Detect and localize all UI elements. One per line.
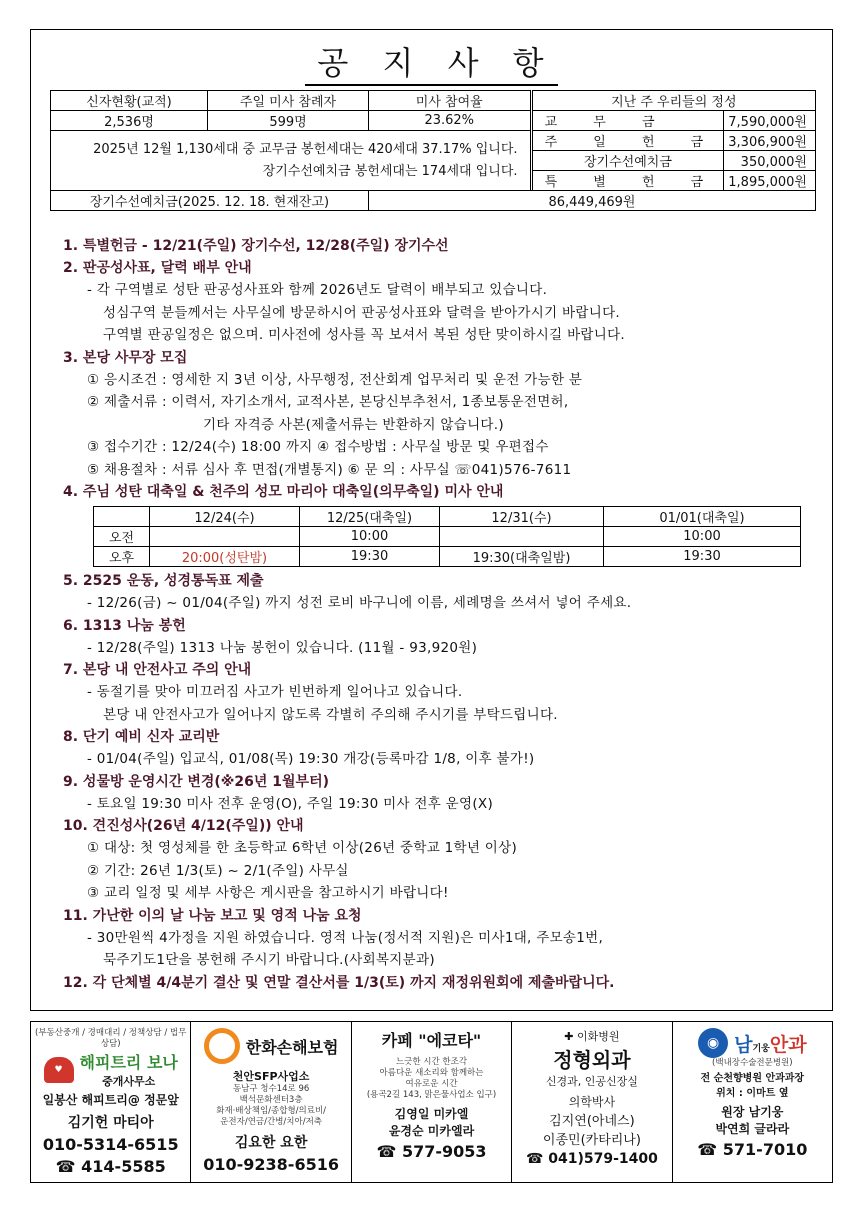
- notice-line: - 각 구역별로 성탄 판공성사표와 함께 2026년도 달력이 배부되고 있습니다.: [87, 282, 548, 298]
- notice-line: - 30만원씩 4가정을 지원 하였습니다. 영적 나눔(정서적 지원)은 미사1대, 주모송1번,: [87, 929, 604, 946]
- mass-col: 01/01(대축일): [604, 507, 801, 527]
- mass-col: 12/25(대축일): [300, 507, 440, 527]
- ad-hospital: ✚ 이화병원 정형외과 신경과, 인공신장실 의학박사 김지연(아네스) 이종민(카타리나) ☎ 041)579-1400: [512, 1022, 672, 1182]
- offer-amount: 350,000원: [724, 151, 816, 171]
- offer-label: 장기수선예치금: [532, 151, 724, 171]
- notice-line: ② 제출서류 : 이력서, 자기소개서, 교적사본, 본당신부추천서, 1종보통운전면허,: [87, 394, 569, 410]
- mass-cell: [440, 527, 604, 547]
- ad-realestate: (부동산중개 / 경매대리 / 정책상담 / 법무상담) ♥ 해피트리 보나 중개사무소 일봉산 해피트리@ 정문앞 김기헌 마티아 010-5314-6515 ☎ 414-5585: [31, 1022, 191, 1182]
- notice-line: ② 기간: 26년 1/3(토) ~ 2/1(주일) 사무실: [87, 862, 349, 879]
- stats-header-rate: 미사 참여율: [368, 91, 530, 111]
- notice-line: 묵주기도1단을 봉헌해 주시기 바랍니다.(사회복지분과): [103, 952, 435, 968]
- notice-line: ⑤ 채용절차 : 서류 심사 후 면접(개별통지) ⑥ 문 의 : 사무실 ☏041)576-7611: [87, 461, 572, 478]
- notice-line: 구역별 판공일정은 없으며. 미사전에 성사를 꼭 보셔서 복된 성탄 맞이하시길 바랍니다.: [103, 327, 626, 343]
- deposit-value: 86,449,469원: [368, 191, 815, 211]
- mass-cell: [150, 527, 300, 547]
- mass-cell: 19:30: [604, 547, 801, 567]
- notice-line: - 토요일 19:30 미사 전후 운영(O), 주일 19:30 미사 전후 운영(X): [87, 795, 494, 812]
- notice-line: 성심구역 분들께서는 사무실에 방문하시어 판공성사표와 달력을 받아가시기 바랍니다.: [103, 304, 621, 321]
- stats-header-members: 신자현황(교적): [51, 91, 208, 111]
- cross-icon: ✚: [564, 1030, 574, 1043]
- notice-line: ① 대상: 첫 영성체를 한 초등학교 6학년 이상(26년 중학교 1학년 이상): [87, 840, 518, 856]
- notice-list: [63, 235, 833, 994]
- stats-note: 2025년 12월 1,130세대 중 교무금 봉헌세대는 420세대 37.17% 입니다. 장기수선예치금 봉헌세대는 174세대 입니다.: [51, 131, 531, 191]
- notice-heading: 2. 판공성사표, 달력 배부 안내: [63, 260, 252, 276]
- offer-amount: 3,306,900원: [724, 131, 816, 151]
- mass-row-label: 오전: [94, 527, 150, 547]
- mass-col: 12/31(수): [440, 507, 604, 527]
- notice-heading: 7. 본당 내 안전사고 주의 안내: [63, 662, 252, 678]
- notice-heading: 12. 각 단체별 4/4분기 결산 및 연말 결산서를 1/3(토) 까지 재정위원회에 제출바랍니다.: [63, 974, 615, 991]
- notice-line: - 01/04(주일) 입교식, 01/08(목) 19:30 개강(등록마감 1/8, 이후 불가!): [87, 751, 535, 767]
- mass-cell: 20:00(성탄밤): [150, 547, 300, 567]
- notice-line: ③ 접수기간 : 12/24(수) 18:00 까지 ④ 접수방법 : 사무실 방문 및 우편접수: [87, 439, 549, 455]
- mass-row-label: 오후: [94, 547, 150, 567]
- notice-heading: 6. 1313 나눔 봉헌: [63, 617, 186, 634]
- notice-heading: 5. 2525 운동, 성경통독표 제출: [63, 573, 264, 589]
- ad-cafe: 카페 "에코타" 느긋한 시간 한조각 아름다운 새소리와 함께하는 여유로운 시간 (용곡2길 143, 맑은물사업소 입구) 김영일 미카엘 윤경순 미카엘라 ☎ 577-9053: [352, 1022, 512, 1182]
- deposit-label: 장기수선예치금(2025. 12. 18. 현재잔고): [51, 191, 369, 211]
- mass-schedule-table: [93, 506, 801, 567]
- page-title: 공 지 사 항: [31, 38, 832, 84]
- mass-cell: 10:00: [300, 527, 440, 547]
- notice-heading: 8. 단기 예비 신자 교리반: [63, 729, 220, 745]
- stats-members-value: 2,536명: [51, 111, 208, 131]
- notice-heading: 3. 본당 사무장 모집: [63, 349, 188, 366]
- notice-heading: 10. 견진성사(26년 4/12(주일)) 안내: [63, 818, 304, 834]
- stats-rate-value: 23.62%: [368, 111, 530, 131]
- notice-line: - 동절기를 맞아 미끄러짐 사고가 빈번하게 일어나고 있습니다.: [87, 684, 463, 700]
- swirl-icon: [204, 1028, 240, 1064]
- offer-label: 교 무 금: [532, 111, 724, 131]
- notice-heading: 4. 주님 성탄 대축일 & 천주의 성모 마리아 대축일(의무축일) 미사 안내: [63, 484, 504, 500]
- notice-line: ① 응시조건 : 영세한 지 3년 이상, 사무행정, 전산회계 업무처리 및 운전 가능한 분: [87, 371, 583, 388]
- notice-line: ③ 교리 일정 및 세부 사항은 게시판을 참고하시기 바랍니다!: [87, 885, 449, 901]
- offer-amount: 1,895,000원: [724, 171, 816, 191]
- ad-insurance: 한화손해보험 천안SFP사업소 동남구 청수14로 96 백석문화센터3층 화재·배상책임/종합형/의료비/ 운전자/연금/간병/치아/저축 김요한 요한 010-9238-6516: [191, 1022, 351, 1182]
- mass-col: 12/24(수): [150, 507, 300, 527]
- offer-label: 주 일 헌 금: [532, 131, 724, 151]
- stats-header-attendance: 주일 미사 참례자: [208, 91, 369, 111]
- mass-cell: 19:30: [300, 547, 440, 567]
- notice-heading: 11. 가난한 이의 날 나눔 보고 및 영적 나눔 요청: [63, 907, 362, 924]
- notice-line: 본당 내 안전사고가 일어나지 않도록 각별히 주의해 주시기를 부탁드립니다.: [103, 706, 558, 723]
- eye-icon: ◉: [698, 1028, 728, 1058]
- mass-cell: 19:30(대축일밤): [440, 547, 604, 567]
- notice-line: 기타 자격증 사본(제출서류는 반환하지 않습니다.): [203, 416, 504, 433]
- stats-table: [50, 90, 816, 211]
- stats-attendance-value: 599명: [208, 111, 369, 131]
- notice-line: - 12/28(주일) 1313 나눔 봉헌이 있습니다. (11월 - 93,920원): [87, 639, 478, 656]
- ad-strip: [30, 1021, 833, 1183]
- mass-cell: 10:00: [604, 527, 801, 547]
- notice-line: - 12/26(금) ~ 01/04(주일) 까지 성전 로비 바구니에 이름, 세례명을 쓰셔서 넣어 주세요.: [87, 595, 632, 611]
- stats-header-offerings: 지난 주 우리들의 정성: [532, 91, 815, 111]
- notice-heading: 1. 특별헌금 - 12/21(주일) 장기수선, 12/28(주일) 장기수선: [63, 238, 449, 254]
- notice-heading: 9. 성물방 운영시간 변경(※26년 1월부터): [63, 773, 329, 790]
- notice-frame: [30, 29, 833, 1011]
- ad-eye-clinic: ◉ 남기웅안과 (백내장수술전문병원) 전 순천향병원 안과과장 위치 : 이마트 옆 원장 남기웅 박연희 글라라 ☎ 571-7010: [673, 1022, 832, 1182]
- offer-label: 특 별 헌 금: [532, 171, 724, 191]
- offer-amount: 7,590,000원: [724, 111, 816, 131]
- heart-icon: ♥: [44, 1057, 74, 1083]
